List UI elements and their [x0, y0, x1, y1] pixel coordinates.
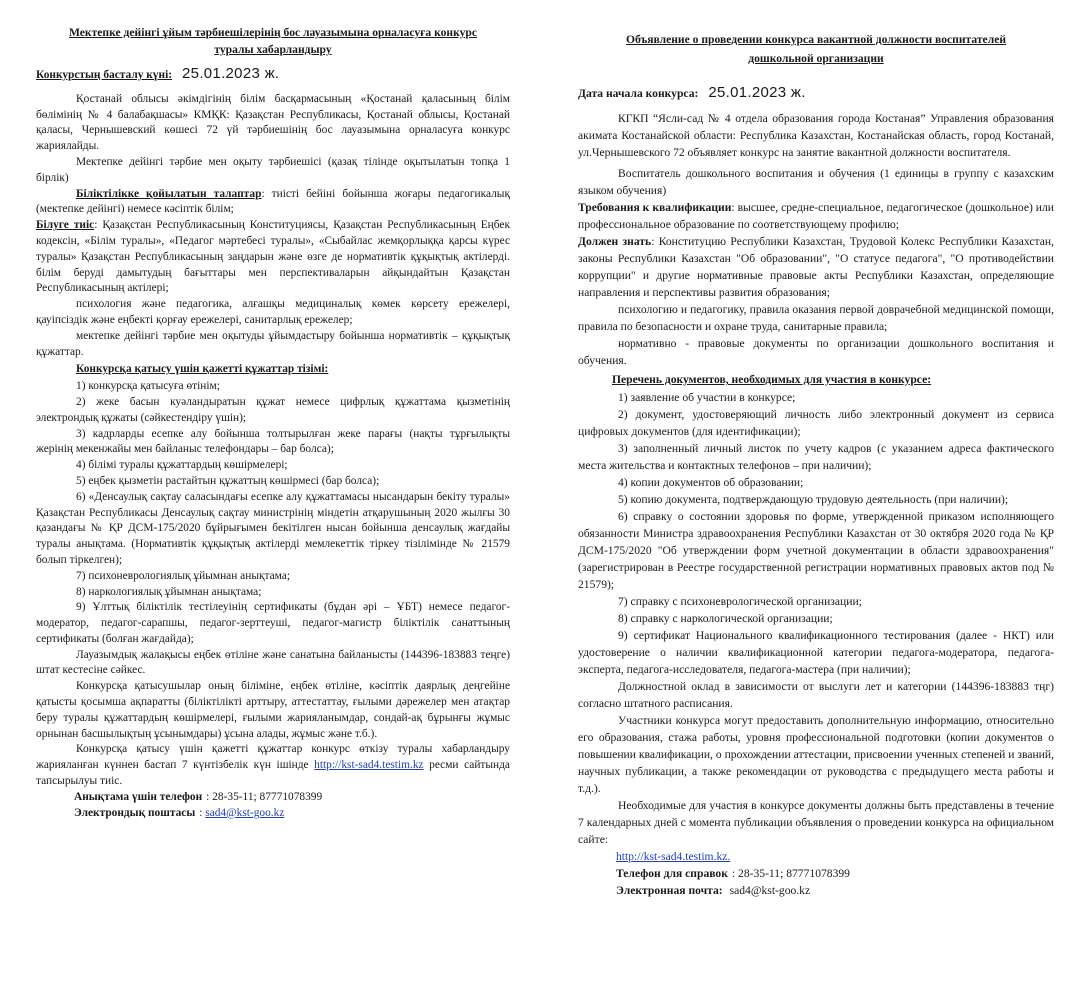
russian-start-label: Дата начала конкурса: — [578, 87, 699, 100]
kazakh-start-label: Конкурстың басталу күні: — [36, 69, 173, 81]
russian-knowledge-3: нормативно - правовые документы по организации дошкольного воспитания и обучения. — [578, 337, 1054, 367]
kazakh-submit-text: Конкурсқа қатысу үшін қажетті құжаттар конкурс өткізу туралы хабарландыру жарияланған күннен бастап 7 күнтізбелік күн ішінде — [36, 743, 510, 772]
russian-doc-item: 2) документ, удостоверяющий личность либо электронный документ из сервиса цифровых документов (для идентификации); — [578, 408, 1054, 438]
russian-req-text: : высшее, средне-специальное, педагогическое (дошкольное) или профессиональное образование по соответствующему профилю; — [578, 201, 1054, 231]
kazakh-email-link[interactable]: sad4@kst-goo.kz — [205, 806, 285, 819]
russian-submission: Необходимые для участия в конкурсе документы должны быть представлены в течение 7 календарных дней с момента публикации объявления о проведении конкурса на официальном сайте: — [578, 799, 1054, 846]
russian-doc-item: 1) заявление об участии в конкурсе; — [618, 391, 796, 404]
russian-intro: КГКП “Ясли-сад № 4 отдела образования города Костаная” Управления образования акимата Костанайской области: Республика Казахстан, Костанайская область, город Костанай, ул.Чернышевского 72 объявляет конкурс на занятие вакантной должности воспитателя. — [578, 112, 1054, 159]
russian-site-link[interactable]: http://kst-sad4.testim.kz. — [616, 850, 731, 863]
kazakh-doc-item: 1) конкурсқа қатысуға өтінім; — [76, 380, 220, 393]
russian-knowledge-2: психологию и педагогику, правила оказания первой доврачебной медицинской помощи, правила по безопасности и охране труда, санитарные правила; — [578, 303, 1054, 333]
kazakh-doc-item: 2) жеке басын куәландыратын құжат немесе цифрлық құжаттама қызметінің электрондық құжаты (сәйкестендіру үшін); — [36, 395, 510, 424]
russian-email: sad4@kst-goo.kz — [729, 884, 811, 897]
russian-know-label: Должен знать — [578, 235, 652, 248]
russian-start-date: 25.01.2023 ж. — [708, 84, 806, 101]
kazakh-phone-row — [74, 790, 510, 806]
kazakh-doc-item: 6) «Денсаулық сақтау саласындағы есепке алу құжаттамасы нысандарын бекіту туралы» Қазақстан Республикасы Денсаулық сақтау министрінің міндетін атқарушының 2020 жылғы 30 қазандағы № ҚР ДСМ-175/2020 бұйрығымен бекітілген нысан бойынша денсаулық жағдайы туралы анықтама. (Нормативтік құқықтық актілерді мемлекеттік тіркеу тізілімінде № 21579 болып тіркелген); — [36, 490, 510, 566]
kazakh-knowledge-3: мектепке дейінгі тәрбие мен оқытуды ұйымдастыру бойынша нормативтік – құқықтық құжаттар. — [36, 329, 510, 358]
kazakh-position: Мектепке дейінгі тәрбие мен оқыту тәрбиешісі (қазақ тілінде оқытылатын топқа 1 бірлік) — [36, 155, 510, 184]
russian-email-label: Электронная почта: — [616, 884, 723, 897]
russian-doc-item: 6) справку о состоянии здоровья по форме, утвержденной приказом исполняющего обязанности Министра здравоохранения Республики Казахстан от 30 октября 2020 года № ҚР ДСМ-175/2020 "Об утверждении форм учетной документации в области здравоохранения" (зарегистрирован в Реестре государственной регистрации нормативных правовых актов под № 21579); — [578, 510, 1054, 591]
russian-extra-info: Участники конкурса могут предоставить дополнительную информацию, относительно его образования, стажа работы, уровня профессиональной подготовки (копии документов о повышении квалификации, о прохождении аттестации, присвоении ученных степеней и званий, научных публикации, а также рекомендации от руководства с предыдущего места работы и т.д.). — [578, 714, 1054, 795]
kazakh-phone-label: Анықтама үшін телефон — [74, 790, 203, 803]
russian-doc-item: 3) заполненный личный листок по учету кадров (с указанием адреса фактического места жительства и контактных телефонов – при наличии); — [578, 442, 1054, 472]
russian-phone-label: Телефон для справок — [616, 867, 728, 880]
kazakh-doc-item: 7) психоневрологиялық ұйымнан анықтама; — [76, 569, 291, 582]
russian-link-row — [616, 848, 1054, 865]
kazakh-email-row: Электрондық поштасы : sad4@kst-goo.kz — [74, 806, 285, 819]
russian-doc-item: 8) справку с наркологической организации; — [618, 612, 833, 625]
russian-phone-row — [616, 865, 1054, 882]
russian-column — [540, 0, 1080, 981]
russian-title: Объявление о проведении конкурса вакантной должности воспитателей дошкольной организации — [625, 33, 1007, 65]
russian-phone: : 28-35-11; 87771078399 — [731, 867, 850, 880]
kazakh-start-date: 25.01.2023 ж. — [182, 65, 280, 82]
russian-requirements — [578, 199, 1054, 233]
kazakh-start-date-row — [36, 66, 510, 84]
kazakh-doc-item: 5) еңбек қызметін растайтын құжаттың көшірмесі (бар болса); — [76, 474, 380, 487]
kazakh-req-label: Біліктілікке қойылатын талаптар — [76, 187, 262, 200]
kazakh-phone: : 28-35-11; 87771078399 — [206, 790, 323, 803]
russian-position: Воспитатель дошкольного воспитания и обучения (1 единицы в группу с казахским языком обучения) — [578, 167, 1054, 197]
kazakh-doc-item: 8) наркологиялық ұйымнан анықтама; — [76, 585, 262, 598]
russian-know-text: : Конституцию Республики Казахстан, Трудовой Колекс Республики Казахстан, законы Республики Казахстан "Об образовании", "О статусе педагога", "О противодействии коррупции" и другие нормативные правовые акты Республики Казахстан, определяющие направления и перспективы развития образования; — [578, 235, 1054, 299]
kazakh-know-label: Білуге тиіс — [36, 219, 95, 232]
kazakh-knowledge-2: психология және педагогика, алғашқы медициналық көмек көрсету ережелері, қауіпсіздік және еңбекті қорғау ережелері, санитарлық ережелер; — [36, 298, 510, 326]
russian-email-row — [616, 882, 1054, 899]
russian-start-date-row — [578, 84, 1054, 102]
russian-doc-item: 9) сертификат Национального квалификационного тестирования (далее - НКТ) или удостоверение о наличии квалификационной категории педагога-модератора, педагога-эксперта, педагога-исследователя, педагога-мастера (при наличии); — [578, 629, 1054, 676]
kazakh-knowledge — [36, 218, 510, 297]
russian-salary: Должностной оклад в зависимости от выслуги лет и категории (144396-183883 тңг) согласно штатного расписания. — [578, 680, 1054, 710]
russian-knowledge — [578, 233, 1054, 301]
kazakh-requirements — [36, 187, 510, 219]
kazakh-doc-item: 4) білімі туралы құжаттардың көшірмелері; — [76, 459, 288, 472]
kazakh-submission — [36, 742, 510, 789]
russian-doc-item: 5) копию документа, подтверждающую трудовую деятельность (при наличии); — [618, 493, 1009, 506]
kazakh-doc-item: 3) кадрларды есепке алу бойынша толтырылған жеке парағы (нақты тұрғылықты жерінің мекенжайы мен байланыс телефондары – бар болса); — [36, 427, 510, 456]
kazakh-email-label: Электрондық поштасы — [74, 806, 196, 819]
russian-docs-heading: Перечень документов, необходимых для участия в конкурсе: — [612, 373, 932, 386]
russian-req-label: Требования к квалификации — [578, 201, 732, 214]
kazakh-docs-heading: Конкурсқа қатысу үшін қажетті құжаттар тізімі: — [76, 363, 329, 376]
russian-doc-item: 4) копии документов об образовании; — [618, 476, 804, 489]
kazakh-know-text: : Қазақстан Республикасының Конституциясы, Қазақстан Республикасының Еңбек кодексін, «Білім туралы», «Педагог мәртебесі туралы», «Сыбайлас жемқорлыққа қарсы күрес туралы» Қазақстан Республикасының заңдарын және өзге де нормативтік құқықтық актілерді. білім беруді дамытудың бағыттары мен перспективаларын айқындайтын Қазақстан Республикасының актілері; — [36, 219, 510, 295]
kazakh-submit-tail: ресми сайтында тапсырылуы тиіс. — [36, 759, 510, 788]
kazakh-intro: Қостанай облысы әкімдігінің білім басқармасының «Қостанай қаласының білім бөлімінің № 4 балабақшасы» КМҚК: Қазақстан Республикасы, Қостанай облысы, Қостанай қаласы, Чернышевский көшесі 72 үй тәрбиешінің бос лауазымына орналасуға конкурс жариялайды. — [36, 92, 510, 153]
kazakh-site-link[interactable]: http://kst-sad4.testim.kz — [314, 759, 424, 772]
kazakh-title: Мектепке дейінгі ұйым тәрбиешілерінің бос лауазымына орналасуға конкурс туралы хабарландыру — [68, 26, 478, 56]
kazakh-doc-item: 9) Ұлттық біліктілік тестілеуінің сертификаты (бұдан әрі – ҰБТ) немесе педагог-модератор, педагог-сарапшы, педагог-зерттеуші, педагог-магистр біліктілік санаттының сертификаты (болған жағдайда); — [36, 601, 510, 645]
kazakh-req-text: : тиісті бейіні бойынша жоғары педагогикалық (мектепке дейінгі) немесе кәсіптік білім; — [36, 187, 510, 216]
kazakh-salary: Лауазымдық жалақысы еңбек өтіліне және санатына байланысты (144396-183883 теңге) штат кестесіне сәйкес. — [36, 648, 510, 677]
russian-doc-item: 7) справку с психоневрологической организации; — [618, 595, 862, 608]
kazakh-extra-info: Конкурсқа қатысушылар оның біліміне, еңбек өтіліне, кәсіптік даярлық деңгейіне қатысты қосымша ақпаратты (біліктілікті арттыру, аттестаттау, ғылыми дәрежелер мен атақтар беру туралы құжаттардың көшірмелері, ғылыми жарияланымдар, сондай-ақ бұрынғы жұмыс орнынан басшылықтың ұсынымдары) ұсына алады, жұмыс және т.б.). — [36, 680, 510, 740]
